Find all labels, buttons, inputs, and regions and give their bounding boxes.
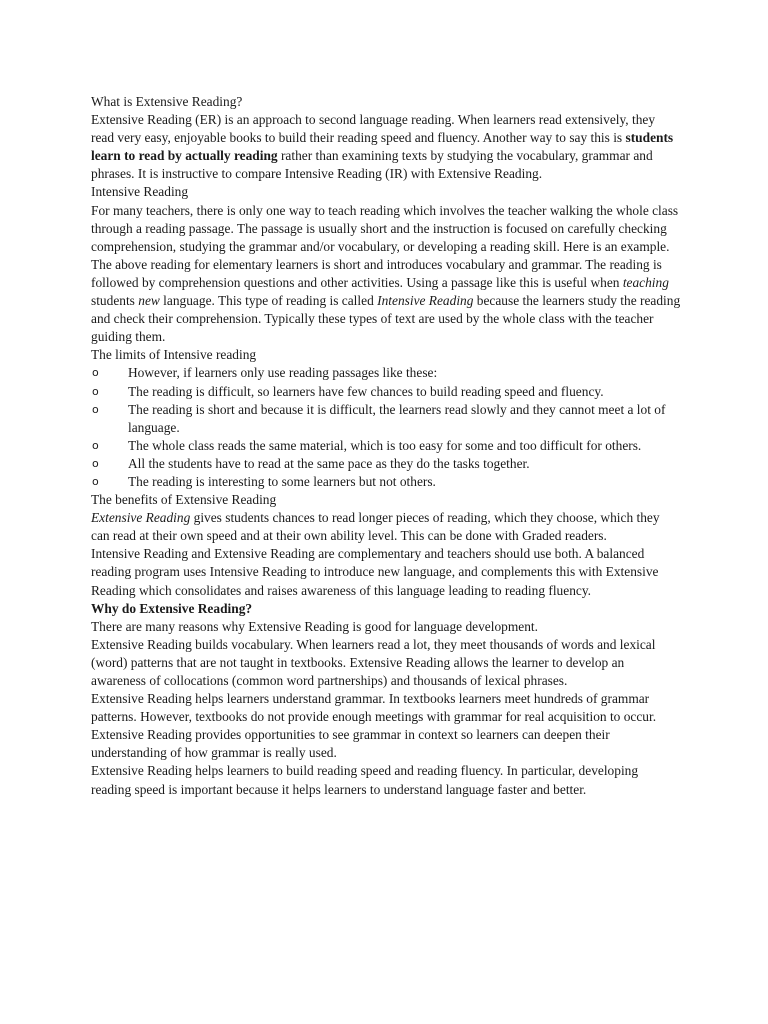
list-item-text: However, if learners only use reading passages like these: <box>128 365 438 381</box>
list-item-text: The reading is difficult, so learners have few chances to build reading speed and fluency. <box>128 383 604 399</box>
bold-emphasis: students learn to read by actually reading <box>91 130 674 164</box>
text-run: language. This type of reading is called <box>159 293 378 309</box>
page-title: What is Extensive Reading? <box>91 94 243 109</box>
bullet-icon: o <box>92 438 99 452</box>
paragraph-vocabulary: Extensive Reading builds vocabulary. When learners read a lot, they meet thousands of words and lexical (word) patterns that are not taught in textbooks. Extensive Reading allows the learner to develop an awareness of collocations (common word partnerships) and thousands of lexical phrases. <box>91 636 656 688</box>
paragraph-speed-fluency: Extensive Reading helps learners to build reading speed and reading fluency. In particular, developing reading speed is important because it helps learners to understand language faster and better. <box>91 763 639 797</box>
heading-why-er: Why do Extensive Reading? <box>91 600 253 616</box>
paragraph-er-benefits <box>91 509 681 545</box>
text-run: gives students chances to read longer pieces of reading, which they choose, which they can read at their own speed and at their own ability level. This can be done with Graded readers. <box>91 510 660 544</box>
list-item-text: The reading is short and because it is difficult, the learners read slowly and they cannot meet a lot of language. <box>128 401 666 435</box>
list-item-text: All the students have to read at the same pace as they do the tasks together. <box>128 455 530 471</box>
document-page <box>91 93 681 799</box>
italic-emphasis: teaching <box>622 274 669 290</box>
list-item <box>91 473 681 491</box>
heading-intensive-reading: Intensive Reading <box>91 184 189 200</box>
list-item <box>91 401 681 437</box>
text-run: The above reading for elementary learners is short and introduces vocabulary and grammar. The reading is followed by comprehension questions and other activities. Using a passage like this is useful when <box>91 256 662 290</box>
list-item <box>91 437 681 455</box>
paragraph-complementary: Intensive Reading and Extensive Reading are complementary and teachers should use both. A balanced reading program uses Intensive Reading to introduce new language, and complements this with Extensive Reading which consolidates and raises awareness of this language leading to reading fluency. <box>91 546 659 598</box>
bullet-icon: o <box>92 402 99 416</box>
bullet-icon: o <box>92 366 99 380</box>
italic-emphasis: Extensive Reading <box>91 510 191 526</box>
paragraph-er-definition <box>91 111 681 183</box>
italic-emphasis: Intensive Reading <box>377 293 474 309</box>
italic-emphasis: new <box>138 293 160 309</box>
list-item <box>91 364 681 382</box>
text-run: because the learners study the reading and check their comprehension. Typically these types of text are used by the whole class with the teacher guiding them. <box>91 293 681 345</box>
text-run: students <box>91 293 139 309</box>
list-item <box>91 455 681 473</box>
text-run: rather than examining texts by studying the vocabulary, grammar and phrases. It is instructive to compare Intensive Reading (IR) with Extensive Reading. <box>91 148 653 182</box>
heading-limits: The limits of Intensive reading <box>91 347 257 363</box>
paragraph-reasons: There are many reasons why Extensive Reading is good for language development. <box>91 618 538 634</box>
list-item-text: The reading is interesting to some learners but not others. <box>128 473 436 489</box>
heading-benefits: The benefits of Extensive Reading <box>91 492 277 508</box>
bullet-icon: o <box>92 474 99 488</box>
list-item <box>91 383 681 401</box>
list-item-text: The whole class reads the same material, which is too easy for some and too difficult for others. <box>128 437 642 453</box>
bullet-icon: o <box>92 384 99 398</box>
bullet-icon: o <box>92 456 99 470</box>
paragraph-intensive-example <box>91 256 681 346</box>
paragraph-intensive-teaching: For many teachers, there is only one way to teach reading which involves the teacher walking the whole class through a reading passage. The passage is usually short and the instruction is focused on carefully checking comprehension, studying the grammar and/or vocabulary, or developing a reading skill. Here is an example. <box>91 202 679 254</box>
paragraph-grammar: Extensive Reading helps learners understand grammar. In textbooks learners meet hundreds of grammar patterns. However, textbooks do not provide enough meetings with grammar for real acquisition to occur. Extensive Reading provides opportunities to see grammar in context so learners can deepen their understanding of how grammar is really used. <box>91 691 657 761</box>
text-run: Extensive Reading (ER) is an approach to second language reading. When learners read extensively, they read very easy, enjoyable books to build their reading speed and fluency. Another way to say this is <box>91 112 656 146</box>
limits-list <box>91 364 681 491</box>
